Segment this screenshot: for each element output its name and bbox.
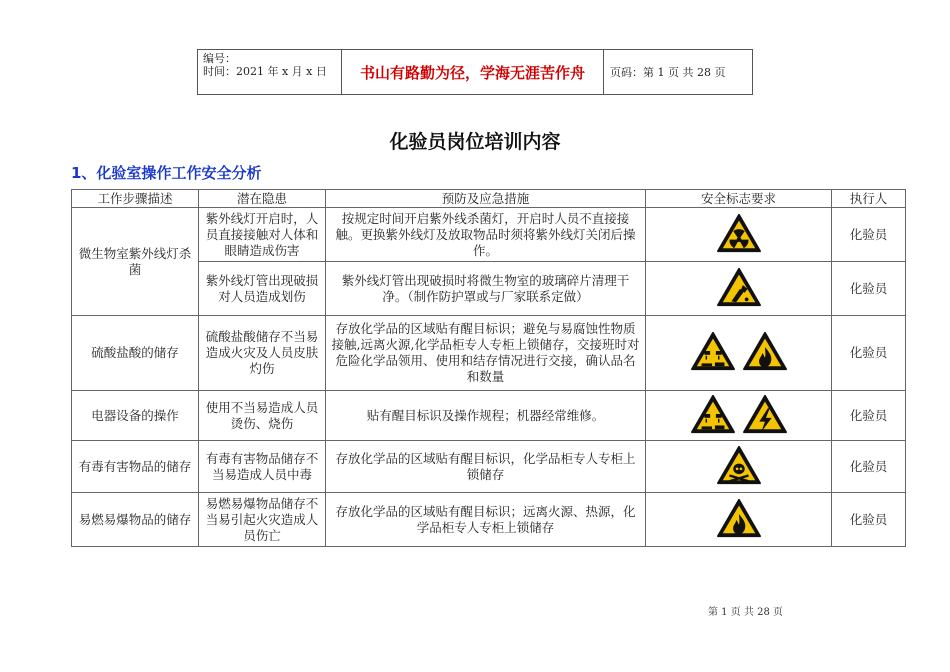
step-cell: 微生物室紫外线灯杀菌 bbox=[72, 208, 199, 316]
table-row bbox=[72, 493, 906, 547]
executor-cell: 化验员 bbox=[832, 208, 906, 262]
executor-cell: 化验员 bbox=[832, 262, 906, 316]
step-cell: 电器设备的操作 bbox=[72, 391, 199, 441]
signs-cell bbox=[646, 391, 832, 441]
signs-cell bbox=[646, 262, 832, 316]
executor-cell: 化验员 bbox=[832, 391, 906, 441]
signs-cell bbox=[646, 493, 832, 547]
corrosive-icon bbox=[689, 393, 737, 439]
page-footer: 第 1 页 共 28 页 bbox=[708, 607, 783, 618]
hazard-cell: 紫外线灯开启时，人员直接接触对人体和眼睛造成伤害 bbox=[199, 208, 326, 262]
time-label: 时间：2021 年 x 月 x 日 bbox=[203, 65, 327, 78]
signs-cell bbox=[646, 316, 832, 391]
radiation-icon bbox=[715, 212, 763, 258]
table-header-row bbox=[72, 190, 906, 208]
flammable-icon bbox=[715, 497, 763, 543]
flammable-icon bbox=[741, 330, 789, 376]
signs-cell bbox=[646, 208, 832, 262]
hazard-cell: 紫外线灯管出现破损对人员造成划伤 bbox=[199, 262, 326, 316]
toxic-icon bbox=[715, 444, 763, 490]
number-label: 编号： bbox=[203, 52, 236, 65]
table-row bbox=[72, 208, 906, 262]
header-page-info: 页码：第 1 页 共 28 页 bbox=[610, 66, 726, 79]
col-header-hazard: 潜在隐患 bbox=[199, 190, 326, 208]
table-row bbox=[72, 391, 906, 441]
header-meta bbox=[198, 50, 342, 94]
hazard-cell: 有毒有害物品储存不当易造成人员中毒 bbox=[199, 441, 326, 493]
measure-cell: 贴有醒目标识及操作规程；机器经常维修。 bbox=[326, 391, 646, 441]
document-header bbox=[197, 49, 753, 95]
page-title: 化验员岗位培训内容 bbox=[389, 131, 561, 153]
executor-cell: 化验员 bbox=[832, 441, 906, 493]
col-header-step: 工作步骤描述 bbox=[72, 190, 199, 208]
table-row bbox=[72, 441, 906, 493]
table-row bbox=[72, 316, 906, 391]
measure-cell: 存放化学品的区域贴有醒目标识；避免与易腐蚀性物质接触,远离火源,化学品柜专人专柜上锁储存，交接班时对危险化学品领用、使用和结存情况进行交接，确认品名和数量 bbox=[326, 316, 646, 391]
measure-cell: 按规定时间开启紫外线杀菌灯，开启时人员不直接接触。更换紫外线灯及放取物品时须将紫外线灯关闭后操作。 bbox=[326, 208, 646, 262]
section-title: 1、化验室操作工作安全分析 bbox=[71, 164, 262, 182]
executor-cell: 化验员 bbox=[832, 316, 906, 391]
executor-cell: 化验员 bbox=[832, 493, 906, 547]
corrosive-icon bbox=[689, 330, 737, 376]
step-cell: 有毒有害物品的储存 bbox=[72, 441, 199, 493]
hazard-cell: 易燃易爆物品储存不当易引起火灾造成人员伤亡 bbox=[199, 493, 326, 547]
header-motto: 书山有路勤为径，学海无涯苦作舟 bbox=[342, 50, 604, 94]
col-header-executor: 执行人 bbox=[832, 190, 906, 208]
measure-cell: 紫外线灯管出现破损时将微生物室的玻璃碎片清理干净。（制作防护罩或与厂家联系定做） bbox=[326, 262, 646, 316]
cut-hazard-icon bbox=[715, 266, 763, 312]
step-cell: 易燃易爆物品的储存 bbox=[72, 493, 199, 547]
signs-cell bbox=[646, 441, 832, 493]
step-cell: 硫酸盐酸的储存 bbox=[72, 316, 199, 391]
measure-cell: 存放化学品的区域贴有醒目标识；远离火源、热源，化学品柜专人专柜上锁储存 bbox=[326, 493, 646, 547]
hazard-cell: 硫酸盐酸储存不当易造成火灾及人员皮肤灼伤 bbox=[199, 316, 326, 391]
measure-cell: 存放化学品的区域贴有醒目标识，化学品柜专人专柜上锁储存 bbox=[326, 441, 646, 493]
hazard-cell: 使用不当易造成人员烫伤、烧伤 bbox=[199, 391, 326, 441]
safety-analysis-table bbox=[71, 189, 906, 547]
electric-icon bbox=[741, 393, 789, 439]
col-header-measure: 预防及应急措施 bbox=[326, 190, 646, 208]
col-header-signs: 安全标志要求 bbox=[646, 190, 832, 208]
